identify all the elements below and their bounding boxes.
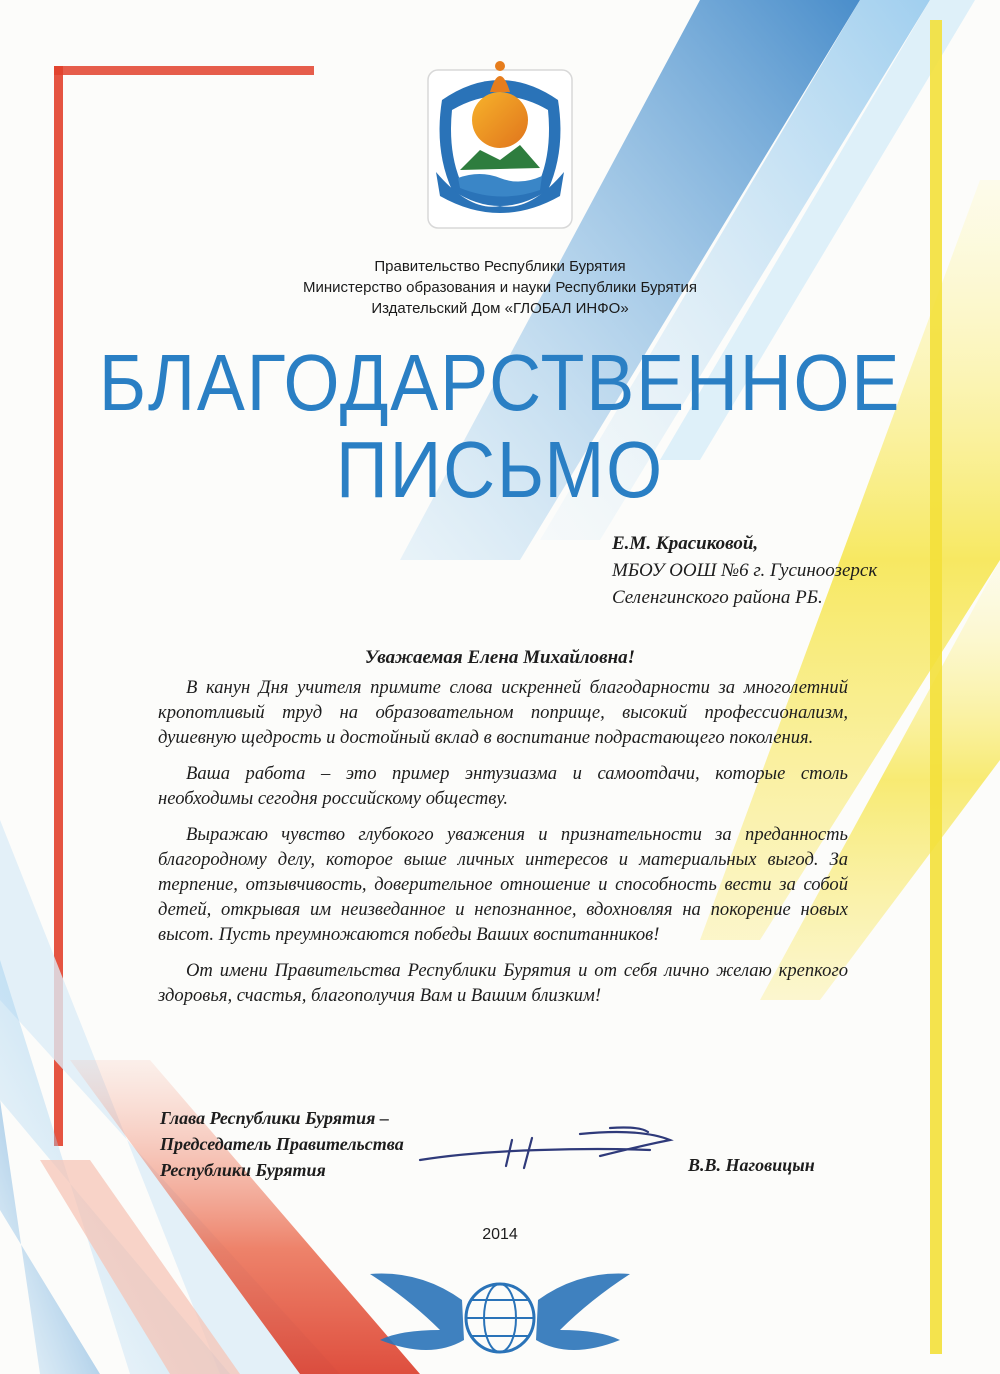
signatory-title-line: Председатель Правительства [160,1134,404,1154]
signatory-title-line: Глава Республики Бурятия – [160,1108,389,1128]
signature-scribble [420,1128,670,1169]
addressee-school: МБОУ ООШ №6 г. Гусиноозерск [612,560,878,581]
addressee-name: Е.М. Красиковой, [612,533,759,554]
greeting: Уважаемая Елена Михайловна! [364,647,636,668]
issuer-line: Правительство Республики Бурятия [374,258,626,275]
signatory-name: В.В. Наговицын [688,1155,815,1175]
letter-body [158,675,848,1019]
addressee-block [612,530,877,611]
body-paragraph: В канун Дня учителя примите слова искренней благодарности за многолетний кропотливый труд на образовательном поприще, высокий профессионализм, душевную щедрость и достойный вклад в воспитание подрастающего поколения. [158,677,848,748]
coat-of-arms-icon [428,61,572,228]
body-paragraph: От имени Правительства Республики Бурятия и от себя лично желаю крепкого здоровья, счастья, благополучия Вам и Вашим близким! [158,960,848,1006]
signatory-title-line: Республики Бурятия [160,1160,326,1180]
winged-globe-logo [370,1274,630,1352]
issuer-line: Издательский Дом «ГЛОБАЛ ИНФО» [371,300,629,317]
document-title-line2: ПИСЬМО [336,425,664,514]
document-title-line1: БЛАГОДАРСТВЕННОЕ [98,338,902,427]
addressee-district: Селенгинского района РБ. [612,587,823,608]
body-paragraph: Ваша работа – это пример энтузиазма и самоотдачи, которые столь необходимы сегодня российскому обществу. [158,763,848,809]
issuer-line: Министерство образования и науки Республики Бурятия [303,279,697,296]
issuers-block [0,256,1000,319]
body-paragraph: Выражаю чувство глубокого уважения и признательности за преданность благородному делу, которое выше личных интересов и материальных выгод. За терпение, отзывчивость, доверительное отношение и способность вести за собой детей, открывая им неизведанное и непознанное, вдохновляя на покорение новых высот. Пусть преумножаются победы Ваших воспитанников! [158,824,848,945]
signatory-title [160,1105,404,1183]
year: 2014 [482,1226,518,1243]
